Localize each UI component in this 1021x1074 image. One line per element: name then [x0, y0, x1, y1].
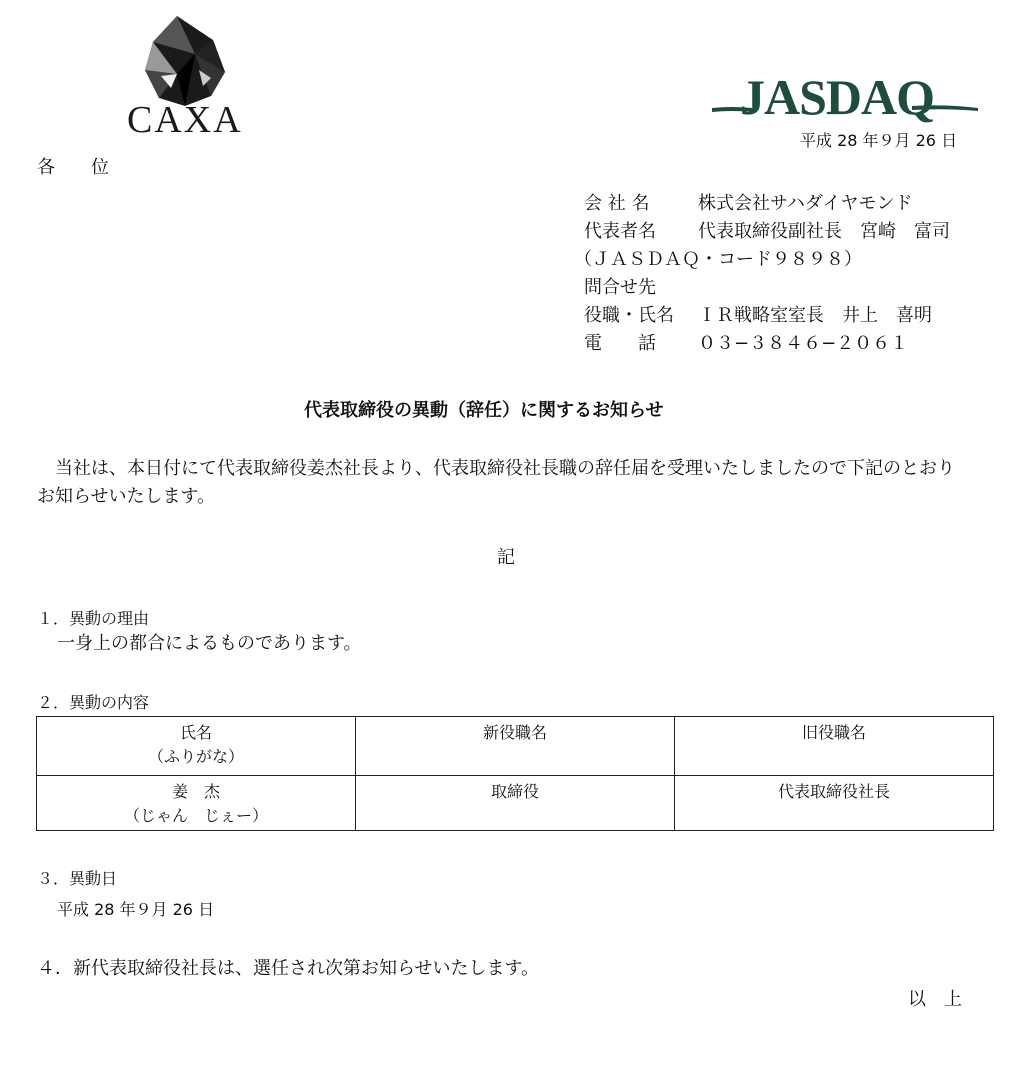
- intro-line-2: お知らせいたします。: [37, 486, 216, 507]
- section-1-body: 一身上の都合によるものであります。: [57, 633, 362, 654]
- section-2-heading: ２．異動の内容: [37, 693, 150, 712]
- caxa-logo-text: CAXA: [127, 99, 243, 141]
- person-name-cell: [37, 776, 356, 831]
- representative-value: 代表取締役副社長 宮崎 富司: [698, 221, 950, 242]
- intro-line-1: 当社は、本日付にて代表取締役姜杰社長より、代表取締役社長職の辞任届を受理いたしましたので下記のとおり: [37, 458, 955, 479]
- document-title: 代表取締役の異動（辞任）に関するお知らせ: [304, 400, 664, 421]
- header-name-cell: [37, 717, 356, 776]
- phone-label: 電 話: [584, 333, 656, 354]
- phone-value: ０３−３８４６−２０６１: [698, 333, 909, 354]
- section-4-heading: ４．新代表取締役社長は、選任され次第お知らせいたします。: [37, 958, 540, 979]
- section-3-body: 平成 28 年９月 26 日: [57, 900, 215, 919]
- header-name-kana: （ふりがな）: [147, 747, 244, 766]
- person-name-kana: （じゃん じぇー）: [123, 806, 268, 825]
- jasdaq-logo: [712, 66, 980, 128]
- representative-label: 代表者名: [584, 221, 656, 242]
- ki-marker: 記: [497, 547, 515, 568]
- issue-date: 平成 28 年９月 26 日: [800, 131, 958, 150]
- person-old-title: 代表取締役社長: [675, 776, 994, 831]
- person-name: 姜 杰: [171, 782, 220, 801]
- company-name-label: 会 社 名: [584, 193, 650, 214]
- addressee: 各 位: [37, 157, 109, 178]
- section-3-heading: ３．異動日: [37, 869, 118, 888]
- jasdaq-logo-text: JASDAQ: [740, 69, 935, 125]
- table-row: [37, 776, 994, 831]
- personnel-change-table: [36, 716, 994, 831]
- header-new-title: 新役職名: [356, 717, 675, 776]
- contact-role-value: ＩＲ戦略室室長 井上 喜明: [698, 305, 932, 326]
- header-name: 氏名: [179, 723, 212, 742]
- person-new-title: 取締役: [356, 776, 675, 831]
- section-1-heading: １．異動の理由: [37, 609, 150, 628]
- company-name-value: 株式会社サハダイヤモンド: [698, 193, 913, 214]
- header-old-title: 旧役職名: [675, 717, 994, 776]
- closing-mark: 以 上: [908, 989, 962, 1010]
- contact-role-label: 役職・氏名: [584, 305, 674, 326]
- table-header-row: [37, 717, 994, 776]
- contact-label: 問合せ先: [584, 277, 656, 298]
- stock-code: （ＪＡＳＤＡＱ・コード９８９８）: [574, 249, 862, 270]
